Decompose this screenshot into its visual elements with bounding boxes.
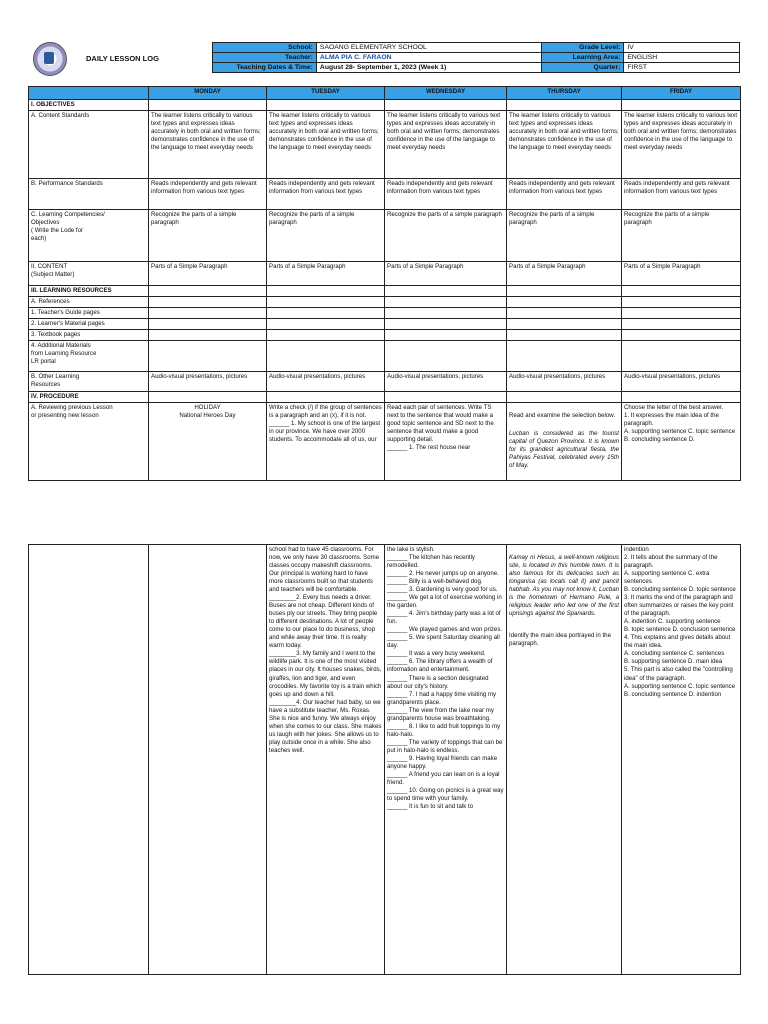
competencies-label: C. Learning Competencies/ Objectives ( Write the Lode for each): [29, 210, 149, 262]
content-standards-thu: The learner listens critically to various text types and expresses ideas accurately in both oral and written forms; demonstrates confidence in the use of the language to meet everyday needs: [507, 111, 622, 179]
procedure-label: IV. PROCEDURE: [29, 392, 149, 403]
resources-row: [29, 286, 741, 297]
content-standards-tue: The learner listens critically to various text types and expresses ideas accurately in both oral and written forms; demonstrates confidence in the use of the language to meet everyday needs: [267, 111, 385, 179]
performance-fri: Reads independently and gets relevant information from various text types: [622, 179, 741, 210]
content-standards-wed: The learner listens critically to various text types and expresses ideas accurately in both oral and written forms; demonstrates confidence in the use of the language to meet everyday needs: [385, 111, 507, 179]
lm-row: [29, 319, 741, 330]
quarter-value: FIRST: [624, 63, 740, 73]
dates-value: August 28- September 1, 2023 (Week 1): [316, 63, 542, 73]
other-thu: Audio-visual presentations, pictures: [507, 372, 622, 392]
content-tue: Parts of a Simple Paragraph: [267, 262, 385, 286]
content-standards-row: [29, 111, 741, 179]
log-title: DAILY LESSON LOG: [86, 54, 159, 63]
competencies-thu: Recognize the parts of a simple paragraph: [507, 210, 622, 262]
textbook-row: [29, 330, 741, 341]
competencies-mon: Recognize the parts of a simple paragraph: [149, 210, 267, 262]
other-tue: Audio-visual presentations, pictures: [267, 372, 385, 392]
performance-standards-label: B. Performance Standards: [29, 179, 149, 210]
corner-cell: [29, 87, 149, 100]
review-thursday-part1: [507, 403, 622, 480]
other-resources-label: B. Other Learning Resources: [29, 372, 149, 392]
thursday-task: Identify the main idea portrayed in the paragraph.: [509, 632, 611, 648]
grade-label: Grade Level:: [542, 43, 624, 53]
content-standards-label: A. Content Standards: [29, 111, 149, 179]
tg-label: 1. Teacher's Guide pages: [29, 308, 149, 319]
day-header-thursday: THURSDAY: [507, 87, 622, 100]
review-friday-part1: Choose the letter of the best answer. 1. It expresses the main idea of the paragraph. A. supporting sentence C. topic sentence B. concluding sentence D.: [622, 403, 741, 480]
lesson-table-part-2: [28, 544, 741, 975]
quarter-label: Quarter:: [542, 63, 624, 73]
review-monday-continued: [149, 545, 267, 975]
content-fri: Parts of a Simple Paragraph: [622, 262, 741, 286]
day-header-row: [29, 87, 741, 100]
thursday-passage-2: Kamay ni Hesus, a well-known religious site, is located in this humble town. It is also famous for its delicacies such as longanisa (as locals call it) and pancit habhab. As you may not know it, Lucban is the hometown of Hermano Pule, a religious leader who led one of the first uprisings against the Spaniards.: [509, 554, 619, 618]
dates-label: Teaching Dates & Time:: [213, 63, 317, 73]
performance-standards-row: [29, 179, 741, 210]
content-wed: Parts of a Simple Paragraph: [385, 262, 507, 286]
area-value: ENGLISH: [624, 53, 740, 63]
review-wednesday-part2: the lake is stylish. ______ The kitchen has recently remodelled. ______ 2. He never jumps up on anyone. ______ Billy is a well-behaved dog. ______ 3. Gardening is very good for us. ______ We get a lot of exercise working in the garden. ______ 4. Jim's birthday party was a lot of fun. ______ We played games and won prizes. ______ 5. We spent Saturday cleaning all day. ______ It was a very busy weekend. ______ 6. The library offers a wealth of information and entertainment. ______ There is a section designated about our city's history. ______ 7. I had a happy time visiting my grandparents place. ______ The view from the lake near my grandparents house was breathtaking. ______ 8. I like to add fruit toppings to my halo-halo. ______ The variety of toppings that can be put in halo-halo is endless. ______ 9. Having loyal friends can make anyone happy. ______ A friend you can lean on is a loyal friend. ______ 10. Going on picnics is a great way to spend time with your family. ______ It is fun to sit and talk to: [385, 545, 507, 975]
competencies-row: [29, 210, 741, 262]
review-label-continued: [29, 545, 149, 975]
grade-value: IV: [624, 43, 740, 53]
day-header-friday: FRIDAY: [622, 87, 741, 100]
resources-label: III. LEARNING RESOURCES: [29, 286, 149, 297]
area-label: Learning Area:: [542, 53, 624, 63]
content-row: [29, 262, 741, 286]
day-header-monday: MONDAY: [149, 87, 267, 100]
other-resources-row: [29, 372, 741, 392]
content-thu: Parts of a Simple Paragraph: [507, 262, 622, 286]
additional-materials-row: [29, 341, 741, 372]
review-tuesday-part1: Write a check (/) if the group of sentences is a paragraph and an (x), if it is not. ______ 1. My school is one of the largest in our province. We have over 2000 students. To accommodate all of us, our: [267, 403, 385, 480]
competencies-wed: Recognize the parts of a simple paragraph: [385, 210, 507, 262]
deped-seal-logo: [33, 42, 67, 76]
teacher-label: Teacher:: [213, 53, 317, 63]
references-row: [29, 297, 741, 308]
review-label: A. Reviewing previous Lesson or presenting new lesson: [29, 403, 149, 480]
performance-tue: Reads independently and gets relevant information from various text types: [267, 179, 385, 210]
day-header-wednesday: WEDNESDAY: [385, 87, 507, 100]
lesson-table-part-1: [28, 86, 741, 481]
competencies-tue: Recognize the parts of a simple paragraph: [267, 210, 385, 262]
thursday-passage-1: Lucban is considered as the tourist capital of Quezon Province. It is known for its grandest agricultural fiesta, the Pahiyas Festival, celebrated every 15th of May.: [509, 430, 619, 470]
content-mon: Parts of a Simple Paragraph: [149, 262, 267, 286]
references-label: A. References: [29, 297, 149, 308]
other-fri: Audio-visual presentations, pictures: [622, 372, 741, 392]
performance-wed: Reads independently and gets relevant information from various text types: [385, 179, 507, 210]
review-monday: HOLIDAY National Heroes Day: [149, 403, 267, 480]
tg-row: [29, 308, 741, 319]
lm-label: 2. Learner's Material pages: [29, 319, 149, 330]
school-label: School:: [213, 43, 317, 53]
performance-mon: Reads independently and gets relevant information from various text types: [149, 179, 267, 210]
review-thursday-part2: [507, 545, 622, 975]
content-label: II. CONTENT (Subject Matter): [29, 262, 149, 286]
day-header-tuesday: TUESDAY: [267, 87, 385, 100]
review-wednesday-part1: Read each pair of sentences. Write TS next to the sentence that would make a good topic sentence and SD next to the sentence that would make a good supporting detail. ______ 1. The rest house near: [385, 403, 507, 480]
header-info-table: [212, 42, 740, 73]
review-row-continued: [29, 545, 741, 975]
objectives-row: [29, 100, 741, 111]
content-standards-fri: The learner listens critically to various text types and expresses ideas accurately in both oral and written forms; demonstrates confidence in the use of the language to meet everyday needs: [622, 111, 741, 179]
objectives-label: I. OBJECTIVES: [29, 100, 149, 111]
competencies-fri: Recognize the parts of a simple paragraph: [622, 210, 741, 262]
review-row: [29, 403, 741, 480]
review-tuesday-part2: school had to have 45 classrooms. For now, we only have 30 classrooms. Some classes occupy makeshift classrooms. Our principal is working hard to have more classrooms built so that students and teachers will be comfortable. ________2. Every bus needs a driver. Buses are not cheap. Different kinds of buses ply our streets. They bring people to different destinations. A lot of people come to our place to do business, shop and while away their time. It is really warm today. ________3. My family and I went to the wildlife park. It is one of the most visited places in our city. It houses snakes, birds, giraffes, lion and tiger, and even crocodiles. My favorite toy is a train which goes up and down a hill. ________4. Our teacher had baby, so we have a substitute teacher, Ms. Roxas. She is nice and funny. We always enjoy when she comes to our class. She makes us laugh with her jokes. She allows us to play outside once in a while. She also teaches well.: [267, 545, 385, 975]
teacher-value: ALMA PIA C. FARAON: [316, 53, 542, 63]
performance-thu: Reads independently and gets relevant information from various text types: [507, 179, 622, 210]
thursday-intro: Read and examine the selection below.: [509, 412, 616, 420]
additional-materials-label: 4. Additional Materials from Learning Resource LR portal: [29, 341, 149, 372]
other-wed: Audio-visual presentations, pictures: [385, 372, 507, 392]
textbook-label: 3. Textbook pages: [29, 330, 149, 341]
content-standards-mon: The learner listens critically to various text types and expresses ideas accurately in both oral and written forms; demonstrates confidence in the use of the language to meet everyday needs: [149, 111, 267, 179]
procedure-row: [29, 392, 741, 403]
school-value: SAOANG ELEMENTARY SCHOOL: [316, 43, 542, 53]
other-mon: Audio-visual presentations, pictures: [149, 372, 267, 392]
review-friday-part2: indention 2. It tells about the summary of the paragraph. A. supporting sentence C. extra sentences B. concluding sentence D. topic sentence 3. It marks the end of the paragraph and often summarizes or raises the key point of the paragraph. A. indention C. supporting sentence B. topic sentence D. conclusion sentence 4. This explains and gives details about the main idea. A. concluding sentence C. sentences B. supporting sentence D. main idea 5. This part is also called the "controlling idea" of the paragraph. A. supporting sentence C. topic sentence B. concluding sentence D. indention: [622, 545, 741, 975]
